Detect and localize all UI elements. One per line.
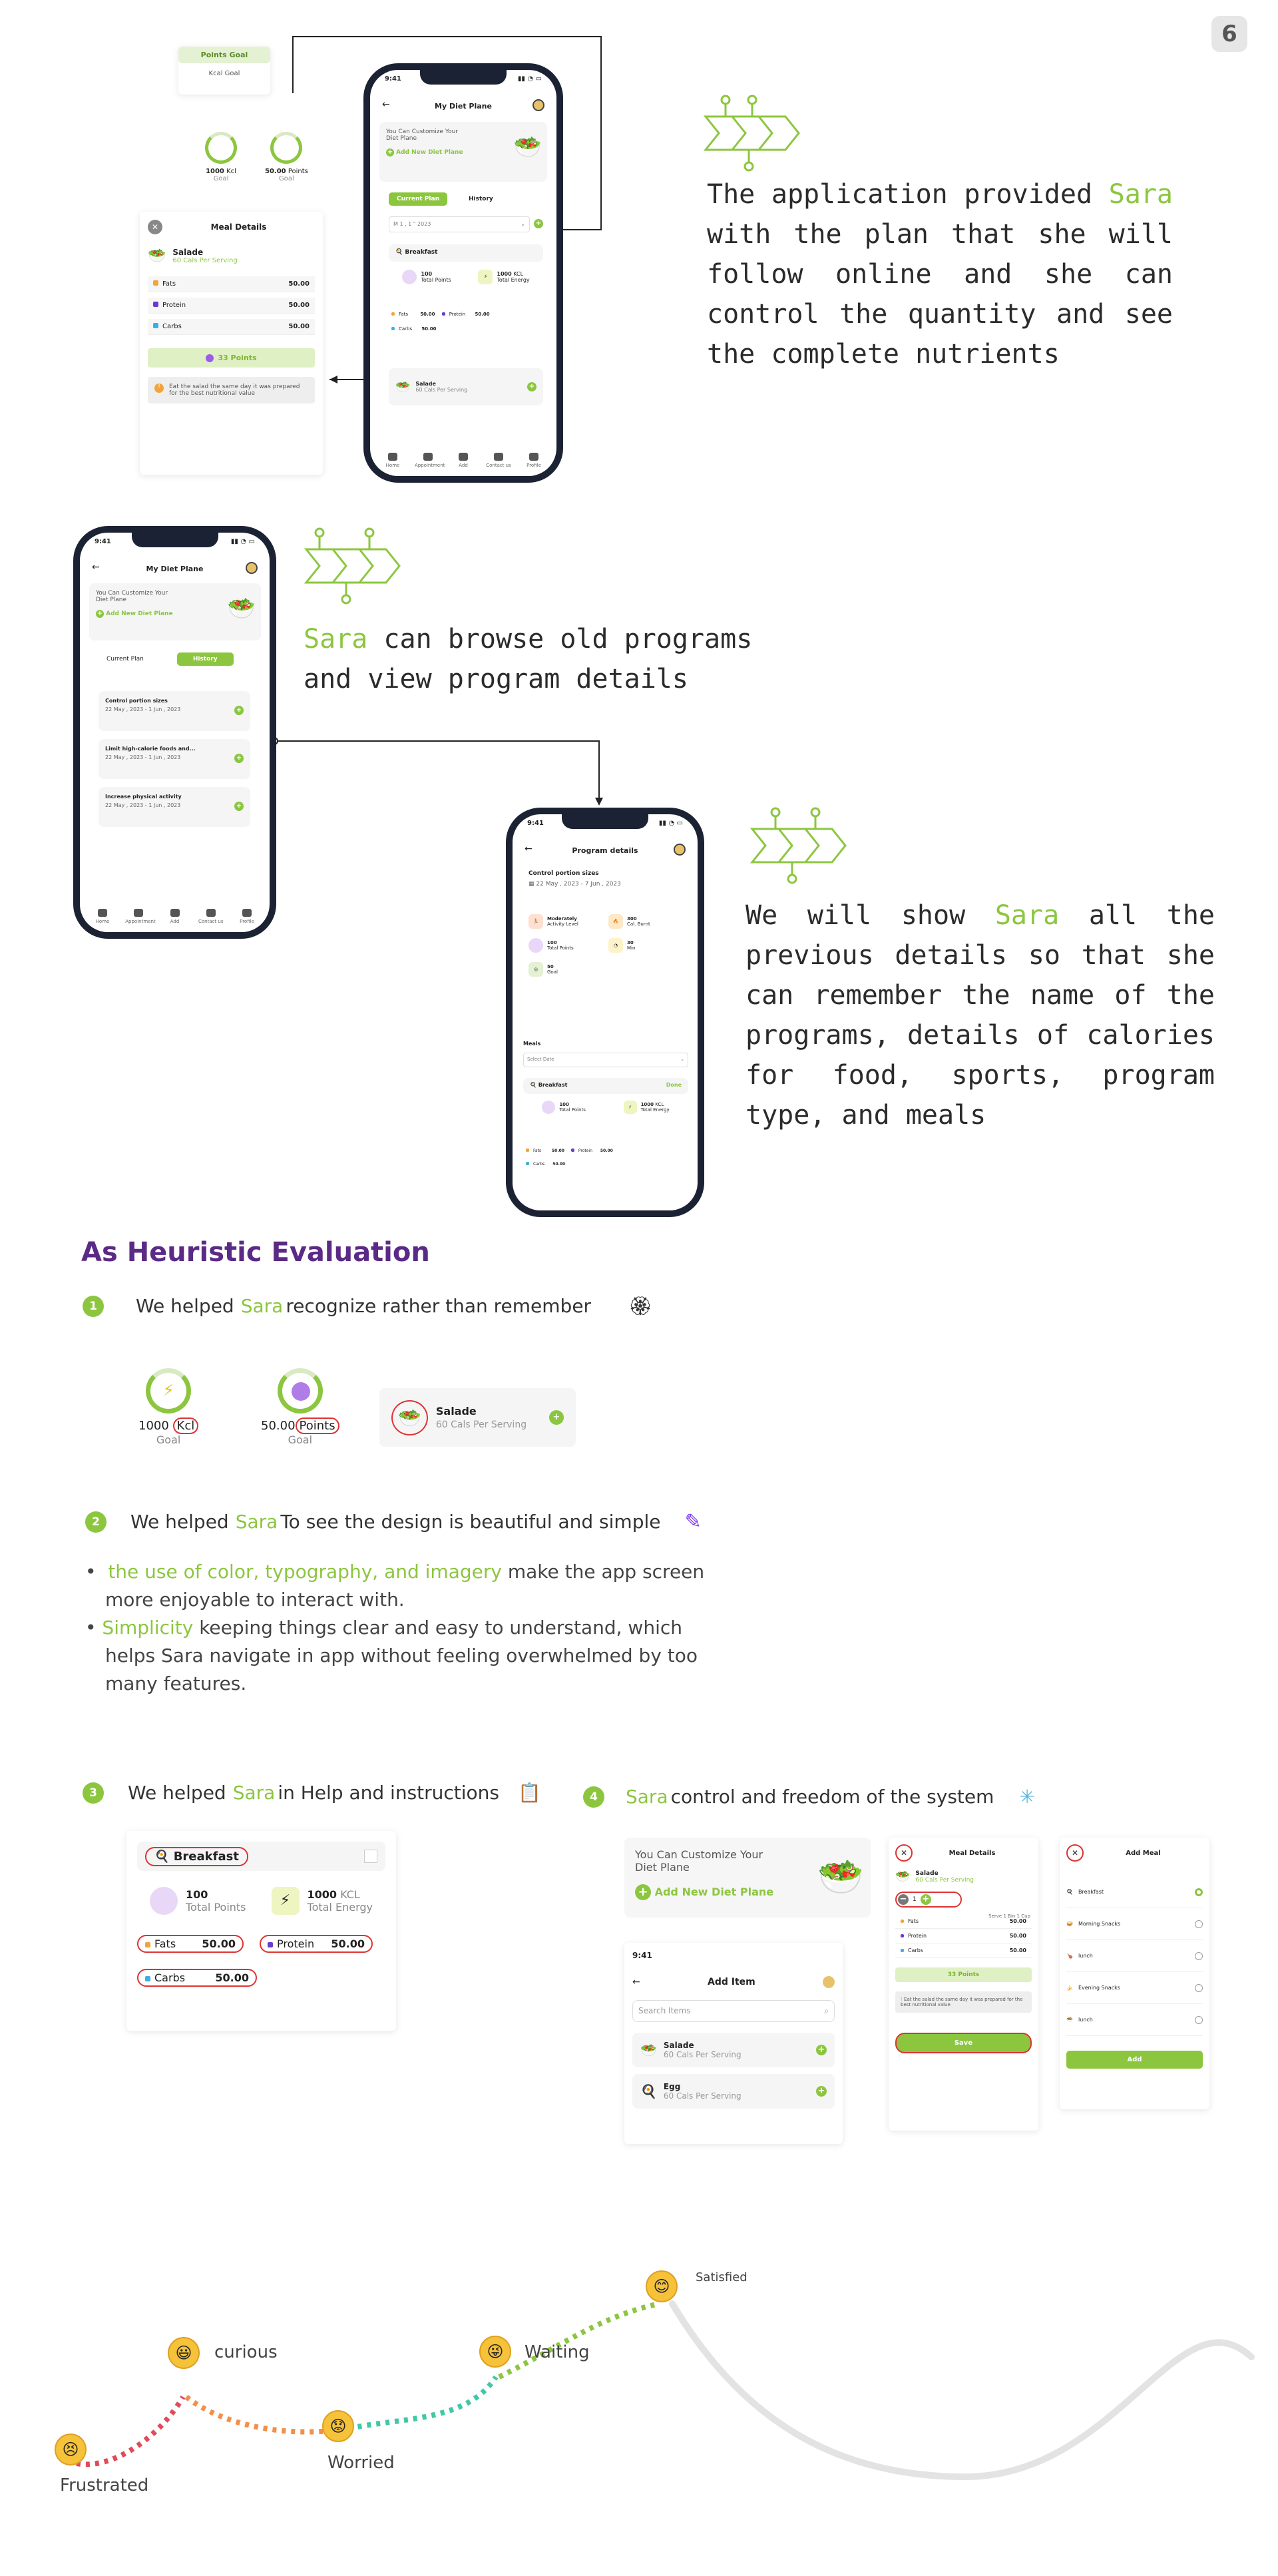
meal-option[interactable]: 🍳 Breakfast [1066,1876,1203,1908]
bottom-nav [89,909,260,924]
worried-emoji-icon: 😟 [322,2410,354,2442]
add-new-diet-button[interactable]: + Add New Diet Plane [97,610,173,617]
phone-my-diet-plan: 9:41 ▮▮ ◔ ▭ ← My Diet Plane You Can Customize Your Diet Plane + Add New Diet Plane 🥗 Current Plan History M 1 , 1 " 2023 ⌄ + 🍳 Breakfast 100 Total Points ⚡ 1000 KCL Total Energy Fats 50.00 Protein 50.00 Carbs 50.00 🥗 Salade 60 Cals Per Serving + Home Appointment Add Contact us Profile [363,63,563,483]
tab-current-plan[interactable]: Current Plan [389,192,447,206]
design-icon: ✎ [684,1510,702,1533]
nav-contact[interactable]: Contact us [198,909,224,924]
nav-profile[interactable]: Profile [234,909,260,924]
avatar[interactable] [532,99,544,111]
screen-title: Program details [572,846,638,855]
h2-bullets: • the use of color, typography, and imagery make the app screen more enjoyable to interact with. • Simplicity keeping things clear and easy to understand, which helps Sara navigate in app without feeling overwhelmed by too many features. [85,1561,705,1694]
heuristic-4: 4 Sara control and freedom of the system ✳ [583,1786,1035,1808]
h4-customize-banner: You Can Customize Your Diet Plane + Add New Diet Plane 🥗 [624,1838,871,1918]
close-icon[interactable]: ✕ [1066,1844,1084,1862]
nav-appointment[interactable]: Appointment [125,909,152,924]
sparkle-icon: ✳ [1019,1786,1035,1808]
sec3-description: We will show Sara all the previous details so that she can remember the name of the programs, details of calories for food, sports, program type, and meals [746,900,1215,1131]
nav-add[interactable]: Add [162,909,188,924]
add-plus-icon[interactable]: + [534,219,543,228]
search-input[interactable]: Search Items ⌕ [632,2000,835,2022]
back-arrow-icon[interactable]: ← [382,99,390,110]
tab-history[interactable]: History [469,196,493,202]
meal-option[interactable]: 🍗 lunch [1066,1940,1203,1972]
kcal-ring [205,132,237,164]
step-1-badge: 1 [83,1296,104,1317]
h1-kcal-stat: ⚡ 1000 Kcl Goal [138,1368,198,1447]
sec2-description: Sara can browse old programs and view program details [304,624,753,694]
points-goal-title: Points Goal [178,47,270,63]
frustrated-emoji-icon: 😣 [55,2434,87,2465]
heuristic-title: As Heuristic Evaluation [81,1237,430,1268]
label-curious: curious [214,2342,278,2362]
meal-option[interactable]: 🥗 lunch [1066,2004,1203,2036]
breakfast-header[interactable]: 🍳 Breakfast [389,244,543,262]
tab-history[interactable]: History [177,652,234,666]
item-salade[interactable]: 🥗 Salade 60 Cals Per Serving + [632,2033,835,2067]
heuristic-3: 3 We helped Sara in Help and instructions 📋 [83,1782,541,1804]
add-button[interactable]: Add [1066,2051,1203,2069]
medal-icon: 🏵 [628,1295,652,1317]
phone-history: 9:41 ▮▮ ◔ ▭ ← My Diet Plane You Can Customize Your Diet Plane + Add New Diet Plane 🥗 Current Plan History Control portion sizes 22 May , 2023 - 1 Jun , 2023 + Limit high-calorie foods and... 22 May , 2023 - 1 Jun , 2023 + Increase physical activity 22 May , 2023 - 1 Jun , 2023 + Home Appointment Add Contact us Profile [73,526,276,939]
customize-banner: You Can Customize Your Diet Plane + Add New Diet Plane 🥗 [89,583,261,641]
step-3-badge: 3 [83,1782,104,1804]
date-select[interactable]: M 1 , 1 " 2023 ⌄ [389,216,530,232]
h1-salade-item: 🥗 Salade 60 Cals Per Serving + [379,1388,576,1447]
heuristic-1: 1 We helped Sara recognize rather than remember 🏵 [83,1295,652,1317]
points-goal-card [178,47,270,95]
screen-title: My Diet Plane [146,565,204,573]
save-button[interactable]: Save [895,2033,1032,2053]
add-new-diet-button[interactable]: + Add New Diet Plane [387,148,463,156]
kcal-goal-label: Kcal Goal [208,70,240,77]
waiting-emoji-icon: 😜 [479,2336,511,2368]
help-icon: 📋 [518,1782,541,1804]
phone-program-details: 9:41 ▮▮ ◔ ▭ ← Program details Control portion sizes ▦ 22 May , 2023 - 7 Jun , 2023 🏃 Moderately Activity Level 🔥 300 Cal. Burnt 100 Total Points ◔ 30 Min ◎ 50 Goal Meals Select Date ⌄ 🍳 Breakfast Done 100 Total Points ⚡ 1000 KCL Total Energy Fats 50.00 Protein 50.00 Carbs 50.00 [506,808,704,1217]
h3-breakfast-card: 🍳 Breakfast 100 Total Points ⚡ 1000 KCL Total Energy Fats 50.00 Protein 50.00 Carbs 50.00 [126,1831,396,2031]
page-number: 6 [1211,16,1247,52]
label-waiting: Waiting [525,2342,590,2362]
select-date[interactable]: Select Date ⌄ [523,1053,688,1067]
label-frustrated: Frustrated [60,2475,149,2495]
nav-home[interactable]: Home [379,453,406,468]
meal-details-card: ✕ Meal Details 🥗 Salade 60 Cals Per Serving Fats 50.00 Protein 50.00 Carbs 50.00 33 Points ! Eat the salad the same day it was prepared for the best nutritional value [140,212,323,475]
points-stat: 50.00 Points Goal [265,132,308,182]
close-icon[interactable]: ✕ [895,1844,913,1862]
nav-add[interactable]: Add [450,453,477,468]
history-item[interactable]: Increase physical activity 22 May , 2023 - 1 Jun , 2023 + [99,787,250,827]
nav-contact[interactable]: Contact us [485,453,512,468]
nav-home[interactable]: Home [89,909,116,924]
program-name: Control portion sizes ▦ 22 May , 2023 - 7 Jun , 2023 [529,870,621,888]
emotion-journey-path [0,2250,1278,2543]
close-icon[interactable]: ✕ [148,220,162,234]
salad-icon: 🥗 [148,248,166,264]
history-item[interactable]: Control portion sizes 22 May , 2023 - 1 Jun , 2023 + [99,691,250,731]
back-arrow-icon[interactable]: ← [632,1977,640,1987]
meal-option[interactable]: 🥪 Morning Snacks [1066,1908,1203,1940]
tip-note: ! Eat the salad the same day it was prepared for the best nutritional value [148,377,315,403]
food-image: 🥗 [513,134,542,160]
meal-details-title: Meal Details [210,222,267,232]
kcal-stat: 1000 Kcl Goal [205,132,237,182]
step-2-badge: 2 [85,1511,106,1533]
points-badge: 33 Points [148,348,315,368]
nav-profile[interactable]: Profile [521,453,547,468]
search-icon: ⌕ [824,2006,829,2015]
points-ring [270,132,302,164]
history-item[interactable]: Limit high-calorie foods and... 22 May , 2023 - 1 Jun , 2023 + [99,739,250,779]
h4-add-meal: ✕ Add Meal 🍳 Breakfast 🥪 Morning Snacks 🍗 lunch 🍌 Evening Snacks 🥗 lunch Add [1060,1838,1209,2109]
sec1-description: The application provided Sara with the plan that she will follow online and she can control the quantity and see the complete nutrients [707,179,1173,370]
food-image: 🥗 [227,595,256,622]
back-arrow-icon[interactable]: ← [525,844,532,854]
back-arrow-icon[interactable]: ← [92,562,100,573]
program-stats: 🏃 Moderately Activity Level 🔥 300 Cal. Burnt 100 Total Points ◔ 30 Min ◎ 50 Goal [529,914,688,977]
add-new-diet-button[interactable]: + Add New Diet Plane [635,1884,860,1900]
label-satisfied: Satisfied [696,2270,747,2284]
meals-label: Meals [523,1041,541,1047]
avatar[interactable] [246,562,258,574]
satisfied-emoji-icon: 😊 [646,2270,678,2302]
meal-option[interactable]: 🍌 Evening Snacks [1066,1972,1203,2004]
points-badge: 33 Points [895,1967,1032,1982]
curious-emoji-icon: 😃 [168,2337,200,2369]
item-egg[interactable]: 🍳 Egg 60 Cals Per Serving + [632,2074,835,2109]
avatar[interactable] [674,844,686,856]
h4-meal-details: ✕ Meal Details 🥗 Salade 60 Cals Per Serving − 1 + Serve 1 Bin 1 Cup Fats 50.00 Protein 50.00 Carbs 50.00 33 Points ! Eat the salad the same day it was prepared for the best nutritional value Save [889,1838,1038,2131]
customize-banner: You Can Customize Your Diet Plane + Add New Diet Plane 🥗 [379,122,547,182]
meal-item-salade[interactable]: 🥗 Salade 60 Cals Per Serving + [389,368,543,405]
h1-points-stat: 50.00 Points Goal [261,1368,339,1447]
label-worried: Worried [327,2453,395,2473]
h4-add-item-screen: 9:41 ← Add Item Search Items ⌕ 🥗 Salade 60 Cals Per Serving + 🍳 Egg 60 Cals Per Serving + [624,1943,843,2144]
bottom-nav [379,453,547,468]
screen-title: My Diet Plane [435,102,492,111]
tab-current-plan[interactable]: Current Plan [106,656,144,662]
food-image: 🥗 [817,1856,864,1899]
tip-note: ! Eat the salad the same day it was prepared for the best nutritional value [895,1991,1032,2013]
heuristic-2: 2 We helped Sara To see the design is beautiful and simple ✎ [85,1510,702,1533]
nav-appointment[interactable]: Appointment [415,453,441,468]
breakfast-header[interactable]: 🍳 Breakfast Done [523,1078,688,1094]
step-4-badge: 4 [583,1786,604,1808]
